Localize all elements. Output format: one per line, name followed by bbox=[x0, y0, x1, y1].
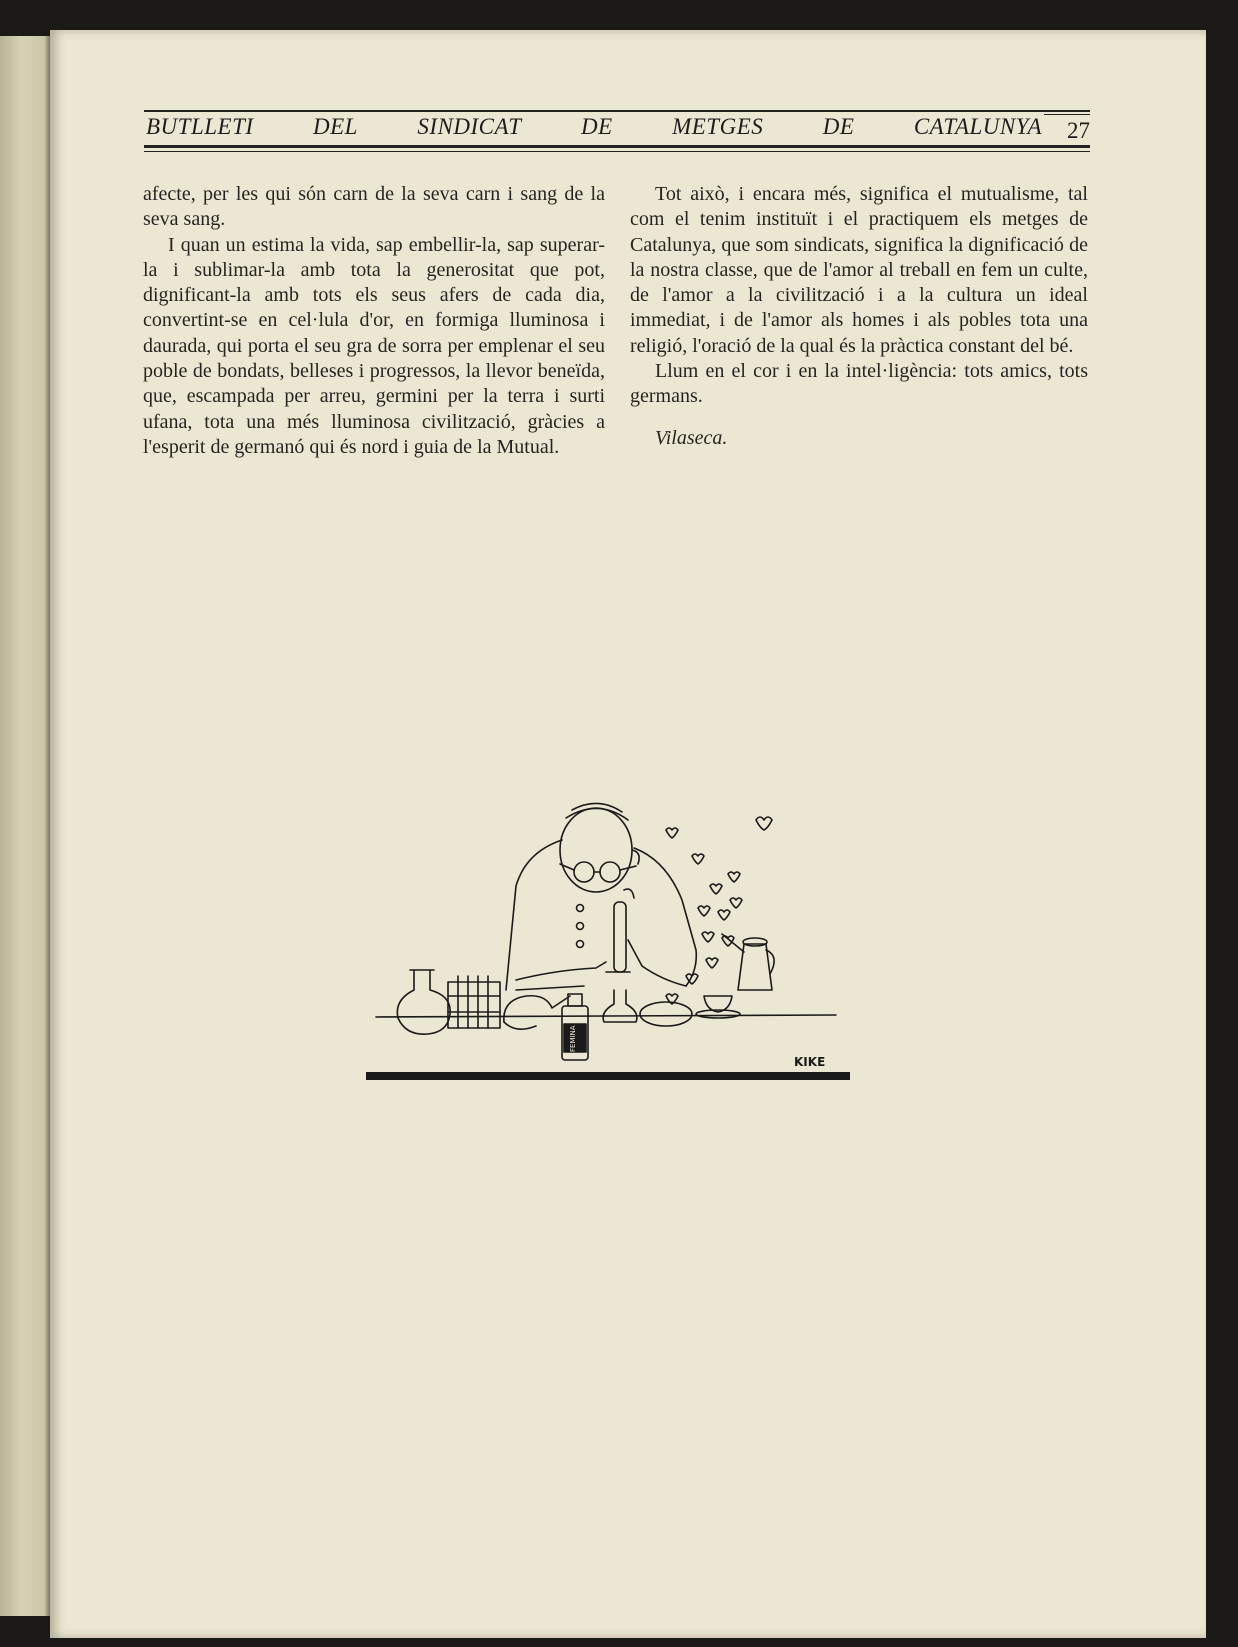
journal-title bbox=[144, 114, 1044, 140]
dish bbox=[640, 1002, 692, 1026]
heart bbox=[730, 898, 742, 908]
bottle-label: FEMINA bbox=[569, 1025, 577, 1052]
coat-right bbox=[634, 848, 696, 986]
heart bbox=[666, 828, 678, 838]
title-word: SINDICAT bbox=[417, 114, 522, 139]
heart bbox=[692, 854, 704, 864]
coat-button bbox=[577, 923, 584, 930]
title-word: BUTLLETI bbox=[146, 114, 254, 139]
paragraph: afecte, per les qui són carn de la seva carn i sang de la seva sang. bbox=[143, 183, 605, 231]
baseline-bar bbox=[366, 1072, 850, 1080]
table-edge bbox=[376, 1015, 836, 1017]
author-signature: Vilaseca. bbox=[655, 426, 728, 449]
left-page-edge bbox=[0, 36, 52, 1616]
paragraph: Tot això, i encara més, significa el mutualisme, tal com el tenim instituït i el practiquem els metges de Catalunya, que som sindicats, significa la dignificació de la nostra classe, que de l'amor al treball en fem un culte, de l'amor a la civilització i a la cultura un ideal immediat, i de l'amor als homes i als pobles tota una religió, l'oració de la qual és la pràctica constant del bé. bbox=[630, 183, 1088, 357]
round-flask bbox=[397, 970, 450, 1034]
heart bbox=[756, 817, 772, 830]
header-rule-bottom bbox=[144, 145, 1090, 148]
title-word: DE bbox=[822, 114, 855, 139]
glasses-lens-right bbox=[600, 862, 620, 882]
heart bbox=[706, 958, 718, 968]
heart bbox=[728, 872, 740, 882]
paragraph: Llum en el cor i en la intel·ligència: tots amics, tots germans. bbox=[630, 360, 1088, 408]
header-rule-bottom-thin bbox=[144, 151, 1090, 152]
running-header bbox=[144, 104, 1090, 154]
retort bbox=[504, 996, 570, 1022]
heart bbox=[722, 936, 734, 946]
test-tube-rack bbox=[448, 982, 500, 1028]
left-column bbox=[143, 182, 605, 460]
right-column bbox=[630, 182, 1088, 451]
doctor-laboratory-illustration bbox=[366, 790, 856, 1110]
coat-button bbox=[577, 905, 584, 912]
page-number: 27 bbox=[1067, 118, 1090, 143]
title-word: METGES bbox=[672, 114, 764, 139]
paragraph: I quan un estima la vida, sap embellir-la, sap superar-la i sublimar-la amb tota la generositat que pot, dignificant-la amb tots els seus afers de cada dia, convertint-se en cel·lula d'or, en formiga lluminosa i daurada, qui porta el seu gra de sorra per emplenar el seu poble de bondats, belleses i progressos, la llevor beneïda, que, escampada per arreu, germini per la terra i surti ufana, tota una més lluminosa civilització, gràcies a l'esperit de germanó qui és nord i guia de la Mutual. bbox=[143, 233, 605, 458]
title-word: DEL bbox=[313, 114, 358, 139]
artist-signature: KIKE bbox=[794, 1055, 826, 1069]
doctor-head bbox=[560, 808, 632, 892]
heart bbox=[710, 884, 722, 894]
coat-left bbox=[506, 840, 562, 990]
title-word: CATALUNYA bbox=[913, 114, 1042, 139]
title-word: DE bbox=[580, 114, 613, 139]
test-tube bbox=[614, 902, 626, 972]
coat-button bbox=[577, 941, 584, 948]
header-rule-top bbox=[144, 110, 1090, 112]
heart bbox=[698, 906, 710, 916]
heart bbox=[718, 910, 730, 920]
heart bbox=[702, 932, 714, 942]
glasses-lens-left bbox=[574, 862, 594, 882]
